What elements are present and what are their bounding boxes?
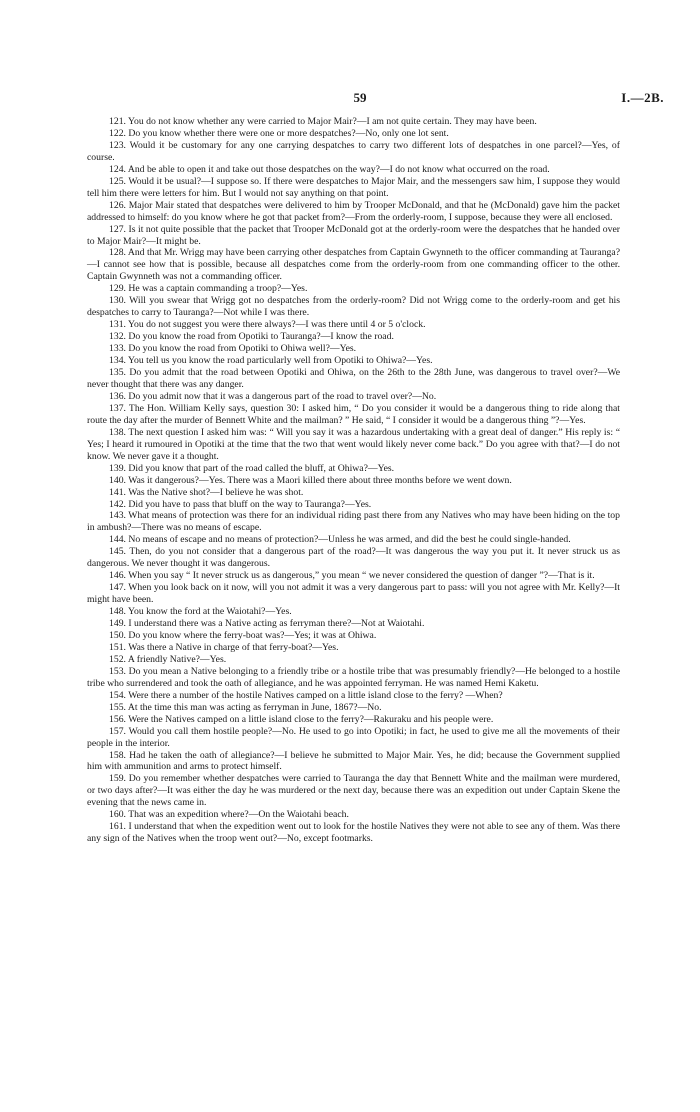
question-paragraph: 133. Do you know the road from Opotiki to Ohiwa well?—Yes. [109,343,357,355]
question-paragraph: 132. Do you know the road from Opotiki to Tauranga?—I know the road. [109,331,394,343]
question-paragraph: 121. You do not know whether any were carried to Major Mair?—I am not quite certain. They may have been. [109,116,537,127]
question-paragraph: 137. The Hon. William Kelly says, question 30: I asked him, “ Do you consider it would be a dangerous thing to ride along that route the day after the murder of Bennett White and the mailman? ” He said, “ I consider it would be a dangerous thing ”?—Yes. [87,402,620,426]
question-paragraph: 139. Did you know that part of the road called the bluff, at Ohiwa?—Yes. [109,462,395,474]
question-paragraph: 150. Do you know where the ferry-boat was?—Yes; it was at Ohiwa. [109,629,377,641]
question-paragraph: 155. At the time this man was acting as ferryman in June, 1867?—No. [109,701,382,713]
question-paragraph: 134. You tell us you know the road particularly well from Opotiki to Ohiwa?—Yes. [109,355,433,367]
question-paragraph: 159. Do you remember whether despatches were carried to Tauranga the day that Bennett White and the mailman were murdered, or two days after?—It was either the day he was murdered or the next day, because there was an expedition out under Captain Skene the evening that the news came in. [87,773,620,809]
page-number: 59 [353,90,367,105]
question-paragraph: 152. A friendly Native?—Yes. [109,653,227,665]
question-paragraph: 131. You do not suggest you were there always?—I was there until 4 or 5 o'clock. [109,319,426,331]
question-paragraph: 138. The next question I asked him was: “ Will you say it was a hazardous undertaking with a great deal of danger.” His reply is: “ Yes; I heard it rumoured in Opotiki at the time that the two that went would likely never come back.” Do you agree with that?—I do not know. We never gave it a thought. [87,426,620,462]
question-paragraph: 125. Would it be usual?—I suppose so. If there were despatches to Major Mair, and the messengers saw him, I suppose they would tell him there were letters for him. But I would not say anything on that point. [87,175,620,199]
question-paragraph: 153. Do you mean a Native belonging to a friendly tribe or a hostile tribe that was presumably friendly?—He belonged to a hostile tribe who surrendered and took the oath of allegiance, and he was appointed ferryman. He was named Hemi Kaketu. [87,665,620,689]
question-paragraph: 151. Was there a Native in charge of that ferry-boat?—Yes. [109,641,339,653]
question-paragraph: 135. Do you admit that the road between Opotiki and Ohiwa, on the 26th to the 28th June, was dangerous to travel over?—We never thought that there was any danger. [87,367,620,390]
question-paragraph: 142. Did you have to pass that bluff on the way to Tauranga?—Yes. [109,498,372,510]
question-paragraph: 157. Would you call them hostile people?—No. He used to go into Opotiki; in fact, he used to give me all the movements of their people in the interior. [87,725,620,749]
question-paragraph: 140. Was it dangerous?—Yes. There was a Maori killed there about three months before we went down. [109,474,512,486]
question-paragraph: 149. I understand there was a Native acting as ferryman there?—Not at Waiotahi. [109,618,425,630]
question-paragraph: 144. No means of escape and no means of protection?—Unless he was armed, and did the best he could single-handed. [109,534,571,546]
testimony-body [87,116,620,845]
question-paragraph: 126. Major Mair stated that despatches were delivered to him by Trooper McDonald, and that he (McDonald) gave him the packet addressed to himself: do you know where he got that packet from?—From the orderly-room, I suppose, because they were all enclosed. [87,199,620,223]
document-reference: I.—2B. [621,90,664,105]
question-paragraph: 147. When you look back on it now, will you not admit it was a very dangerous part to pass: will you not agree with Mr. Kelly?—It might have been. [87,582,620,606]
question-paragraph: 127. Is it not quite possible that the packet that Trooper McDonald got at the orderly-room were the despatches that he handed over to Major Mair?—It might be. [87,223,620,247]
question-paragraph: 122. Do you know whether there were one or more despatches?—No, only one lot sent. [109,127,449,139]
question-paragraph: 141. Was the Native shot?—I believe he was shot. [109,486,304,498]
question-paragraph: 128. And that Mr. Wrigg may have been carrying other despatches from Captain Gwynneth to the officer commanding at Tauranga?—I cannot see how that is possible, because all despatches come from the orderly-room from one commanding officer to the other. Captain Gwynneth was not a commanding officer. [87,247,620,283]
question-paragraph: 156. Were the Natives camped on a little island close to the ferry?—Rakuraku and his people were. [109,713,494,725]
question-paragraph: 158. Had he taken the oath of allegiance?—I believe he submitted to Major Mair. Yes, he did; because the Government supplied him with ammunition and arms to protect himself. [87,749,620,773]
question-paragraph: 160. That was an expedition where?—On the Waiotahi beach. [109,809,349,821]
question-paragraph: 143. What means of protection was there for an individual riding past there from any Natives who may have been hiding on the top in ambush?—There was no means of escape. [87,510,620,534]
question-paragraph: 148. You know the ford at the Waiotahi?—Yes. [109,606,292,618]
question-paragraph: 124. And be able to open it and take out those despatches on the way?—I do not know what occurred on the road. [109,163,550,175]
question-paragraph: 146. When you say “ It never struck us as dangerous,” you mean “ we never considered the question of danger ”?—That is it. [109,570,595,582]
question-paragraph: 145. Then, do you not consider that a dangerous part of the road?—It was dangerous the way you put it. It never struck us as dangerous. We never thought it was dangerous. [87,546,620,570]
question-paragraph: 161. I understand that when the expedition went out to look for the hostile Natives they were not able to see any of them. Was there any sign of the Natives when the troop went out?—No, except footmarks. [87,821,620,845]
question-paragraph: 130. Will you swear that Wrigg got no despatches from the orderly-room? Did not Wrigg come to the orderly-room and get his despatches to carry to Tauranga?—Not while I was there. [87,295,620,319]
question-paragraph: 136. Do you admit now that it was a dangerous part of the road to travel over?—No. [109,390,437,402]
question-paragraph: 154. Were there a number of the hostile Natives camped on a little island close to the ferry? —When? [109,689,503,701]
question-paragraph: 123. Would it be customary for any one carrying despatches to carry two different lots of despatches in one parcel?—Yes, of course. [87,139,620,163]
question-paragraph: 129. He was a captain commanding a troop?—Yes. [109,283,308,295]
